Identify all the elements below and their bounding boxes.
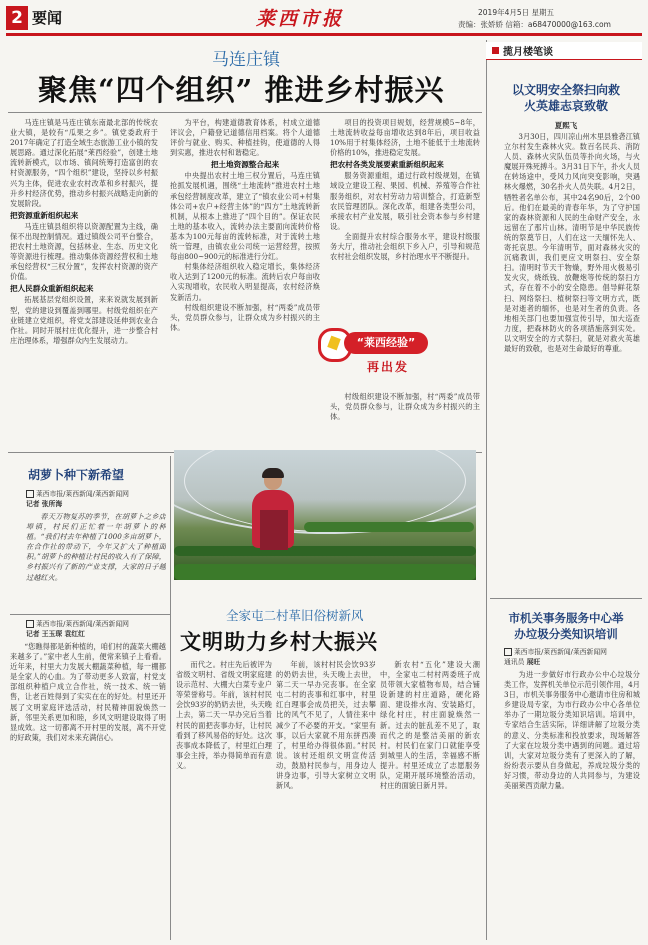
sidebar-column-tag-label: 揽月楼笔谈 [503,47,553,58]
lead-body-1: 马连庄镇县组织将以资源配置为主线，确保不出现控制情况。通过镇级公司平台整合，把农村土地资源，包括林业、生态、历史文化等资源进行梳理。推动集体资源经营权和土地承包经营权“三权分置”，发挥农村资源的资产价值。 [10,221,158,282]
garbage-article-source: 莱西市报/莱西新闻/莱西新闻网 [514,648,607,656]
credit-box-icon [26,490,34,498]
carrot-article-title: 胡萝卜种下新希望 [28,468,125,482]
lead-body-2: 拓展基层党组织设置，来来说就发展到新型，党的建设到覆盖到哪里。村级党组织在产业链建立党组织，将党支部建设延伸到农业合作社。同时开展村庄优化提升，进一步整合村庄治理体系，增强群众内生发展动力。 [10,295,158,345]
lead-col2-body-1: 中央提出农村土地三权分置后，马连庄镇抢抓发展机遇，围绕“土地流转”推进农村土地承包经营制度改革，建立了“镇农业公司+村集体公司+农户+经营主体”的“四方”土地流转新机制，从根本上推进了“四个目的”。保证农民土地的基本收入，流转办法主要面向流转价格基本为100元每亩的流转标准，对于流转土地统一管理，由镇农业公司统一运营经营，按照每亩800~900元的标准进行分红。 [170,171,320,262]
lead-column-2 [170,118,320,448]
section-name: 要闻 [32,9,63,27]
garbage-article-title-text: 市机关事务服务中心举办垃圾分类知识培训 [508,611,624,641]
farmer-figure [250,470,296,562]
civility-column-1 [176,660,272,942]
headline-rule [8,112,482,113]
carrot-reporter: 张所海 [41,499,63,508]
lead-col2-body-3: 村级组织建设不断加强，村“两委”成员带头，党员群众参与，让群众成为乡村振兴的主体。 [170,302,320,332]
lead-column-3-tail [330,392,480,448]
garbage-article-text: 为进一步做好市行政办公中心垃圾分类工作，发挥机关单位示范引领作用，4月3日，市机关事务服务中心邀请市住房和城乡建设局专家，为市行政办公中心各单位举办了一期垃圾分类知识培训。培训中，专家结合生活实际，详细讲解了垃圾分类的意义、分类标准和投放要求，现场解答了大家在垃圾分类中遇到的问题。通过培训，大家对垃圾分类有了更深入的了解，纷纷表示要从自身做起，养成垃圾分类的好习惯，带动身边的人共同参与，为建设美丽莱西贡献力量。 [504,670,640,791]
lead-col3-body-0: 项目的投资项目规划，经营规模5~8年，土地流转收益每亩增收达到8年后，项目收益10%用于村集体经济，土地不能低于土地流转价格的10%，推进稳定发展。 [330,118,480,158]
garbage-reporter-label: 通讯员 [504,657,525,666]
page-number-badge: 2 [6,6,28,30]
lead-kicker: 马连庄镇 [212,50,280,70]
village-reporter-label: 记者 [26,629,40,638]
village-article-text: “您瞧得都是新种植的，咱们村的蔬菜大棚越来越多了。”家中老人生前，便常来镇子上看看。近年来，村里大力发展大棚蔬菜种植，每一棚都是全家人的心血。为了带动更多人致富，村党支部组织种植户成立合作社，统一技术、统一销售，让老百姓得到了实实在在的好处。村里还开展了文明家庭评选活动，村民精神面貌焕然一新，邻里关系更加和睦，乡风文明建设取得了明显成效。这一切都离不开村里的发展，离不开党的好政策，我们对未来充满信心。 [10,642,166,742]
farmer-hair [262,468,284,478]
lead-col2-subhead: 把土地资源整合起来 [210,160,280,170]
sidebar-title-text: 以文明安全祭扫向救火英雄志哀致敬 [511,83,620,113]
civility-column-3 [380,660,480,942]
civility-article-kicker: 全家屯二村革旧俗树新风 [226,608,364,623]
lead-subhead-1: 把资源重新组织起来 [10,210,79,220]
crop-row [174,564,476,580]
sidebar-rule [490,598,642,599]
sidebar-byline: 夏熙飞 [554,121,578,130]
crop-row [304,522,474,532]
garbage-reporter: 展旺 [526,657,541,666]
civility-col1-text: 而代之。村庄先后被评为省级文明村、省级文明家庭建设示范村、大棚大白菜专业户等荣誉称号。年前，该村村民会饮93岁的奶奶去世，头天晚上去，第二天一早办完后当着村民的面把丧事办好，让村民看到了移风易俗的好处。这次丧事成本降低了，村里红白理事会主持，举办得简单而有意义。 [176,660,272,770]
issue-date: 2019年4月5日 星期五 [478,8,555,17]
lead-col2-body-2: 村集体经济组织收入稳定增长，集体经济收入达到了1200元的标准。流转后农户每亩收入实现增收，农民收入明显提高，农村经济焕发新活力。 [170,262,320,302]
lead-column-3 [330,118,480,320]
sidebar-divider [486,40,487,940]
issue-editors: 责编：张娇娇 信箱：a68470000@163.com [458,20,611,29]
lead-col3-body-2: 全面提升农村综合服务水平，建设村级服务大厅，推动社会组织下乡入户，引导和规范农村社会组织发展，乡村治理水平不断提升。 [330,231,480,262]
lead-column-1 [10,118,158,448]
lead-col2-body-0: 为平台，构建道德教育体系，村成立道德评议会，户籍登记道德信用档案。将个人道德评价与就业、购买、种植挂钩，使道德的人得到实惠，推进农村和谐稳定。 [170,118,320,158]
village-article-credit [26,620,166,639]
civility-article-title: 文明助力乡村大振兴 [180,629,378,654]
carrot-article-credit [26,490,166,509]
credit-box-icon [504,648,512,656]
lead-col3-subhead: 把农村各类发展要素重新组织起来 [330,160,444,170]
left-column-divider [170,456,171,940]
left-article-rule [10,614,170,615]
carrot-article-source: 莱西市报/莱西新闻/莱西新闻网 [36,490,129,498]
masthead-logo: 莱西市报 [256,8,345,30]
lead-headline: 聚焦“四个组织” 推进乡村振兴 [38,73,445,107]
header-rule [6,33,642,36]
village-article-body [10,642,166,940]
garbage-article-credit [504,648,640,667]
sidebar-column-tag [486,42,642,60]
sidebar-body [504,132,640,592]
crop-row [174,546,476,556]
badge-line-2: 再出发 [366,360,409,374]
farmer-apron [260,510,288,550]
lead-col3-tail: 村级组织建设不断加强，村“两委”成员带头，党员群众参与，让群众成为乡村振兴的主体。 [330,392,480,422]
sidebar-body-text: 3月30日，四川凉山州木里县雅砻江镇立尔村发生森林火灾。数百名民兵、消防人员、森林火灾队伍员等扑向火场，与火魔展开殊死搏斗。3月31日下午，扑火人员在转场途中，受风力风向突变影响，突遇林火爆燃，30名扑火人员失联。4月2日，牺牲者名单公布，其中24名90后，2个00后。他们在最美的青春年华，为了守护国家的森林资源和人民的生命财产安全，永远留在了那片山林。清明节是中华民族传统的祭奠节日，人们在这一天缅怀先人、寄托哀思。今年清明节，面对森林火灾的沉痛教训，我们更应文明祭扫、安全祭扫。清明时节天干物燥，野外用火极易引发火灾，烧纸钱、放鞭炮等传统的祭扫方式，存在着不小的安全隐患。倡导鲜花祭扫、网络祭扫、植树祭扫等文明方式，既是对逝者的缅怀，也是对生者的负责。各地相关部门也要加强宣传引导，加大巡查力度，把森林防火的各项措施落到实处。以文明安全的方式祭扫，就是对救火英雄最好的致敬，也是对生命最好的尊重。 [504,132,640,353]
badge-line-1: “莱西经验” [344,332,428,354]
carrot-article-body [26,512,166,608]
civility-col2-text: 年前，该村村民会饮93岁的奶奶去世，头天晚上去世，第二天一早办完丧事。在全家屯二村的丧事和红事中，村里红白理事会成员把关，过去攀比的风气不见了，人情往来中减少了不必要的开支。“家里有事，以后大家就不用东拼西凑了，村里给办得很体面。”村民说。该村还组织文明宣传活动，鼓励村民参与，用身边人讲身边事，引导大家树立文明新风。 [276,660,376,791]
garbage-article-title [488,610,644,642]
civility-column-2 [276,660,376,942]
lead-col3-body-1: 服务资源重组，通过行政村级规划，在镇域设立建设工程、果园、机械、养殖等合作社服务组织，对农村劳动力培训整合，打造新型农民管理团队。深化改革，组建各类型公司，承接农村产业发展，吸引社会资本参与乡村建设。 [330,171,480,231]
laixi-experience-badge [318,324,436,388]
garbage-article-body [504,670,640,942]
carrot-article-text: 春天万物复苏的季节，在胡萝卜之乡店埠镇，村民们正忙着一年胡萝卜的种植。“我们村去年种植了1000多亩胡萝卜，在合作社的带动下，今年又扩大了种植面积。”胡萝卜的种植让村民的收入有了保障，乡村振兴有了新的产业支撑，大家的日子越过越红火。 [26,512,166,582]
lead-subhead-2: 把人民群众重新组织起来 [10,284,94,294]
village-article-source: 莱西市报/莱西新闻/莱西新闻网 [36,620,129,628]
lead-intro: 马连庄镇是马连庄镇东南最北部的传统农业大镇，是较有“瓜果之乡”。镇党委政府于2017年确定了打造全域生态旅游工业小镇的发展思路。通过深化拓展“莱西经验”，创建土地流转新模式，以市场、镇间统筹打造富创的农村资源服务，“四个组织”建设，坚持以乡村振兴为主体，促进农业农村改革和乡村振兴，提升乡村经济优势，推动乡村振兴战略走向新的发展阶段。 [10,118,158,208]
village-reporter: 王玉琛 袁红红 [41,629,85,638]
greenhouse-photo [174,450,476,580]
civility-col3-text: 新农村“五化”建设大潮中，全家屯二村村两委班子成员带领大家植物布局，结合铺设新建的村庄道路，硬化路面、建设排水沟、安装路灯，绿化村庄，村庄面貌焕然一新。过去的脏乱差不见了，取而代之的是整洁美丽的新农村。村民们在家门口就能享受到城里人的生活，幸福感不断提升。村里还成立了志愿服务队，定期开展环境整治活动，村庄的面貌日新月异。 [380,660,480,791]
carrot-reporter-label: 记者 [26,499,40,508]
credit-box-icon [26,620,34,628]
column-marker-icon [492,47,499,54]
sidebar-title [490,82,642,130]
